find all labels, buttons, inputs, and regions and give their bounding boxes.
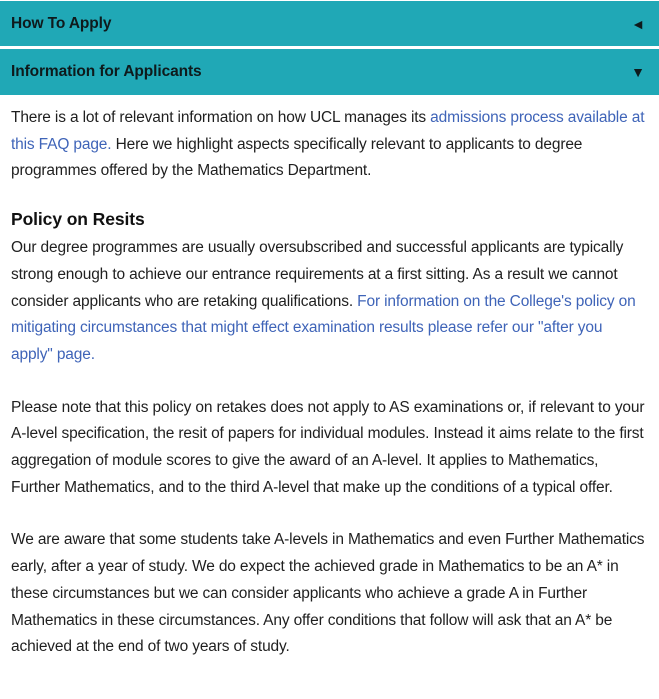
accordion-panel-content <box>0 95 659 661</box>
accordion-how-to-apply[interactable] <box>0 1 659 46</box>
resits-paragraph-3: We are aware that some students take A-levels in Mathematics and even Further Mathematics early, after a year of study. We do expect the achieved grade in Mathematics to be an A* in these circumstances but we can consider applicants who achieve a grade A in Further Mathematics in these circumstances. Any offer conditions that follow will ask that an A* be achieved at the end of two years of study. <box>11 531 645 656</box>
policy-on-resits-heading: Policy on Resits <box>11 209 145 230</box>
accordion-title-information-for-applicants: Information for Applicants <box>11 63 202 80</box>
triangle-left-icon[interactable]: ◄ <box>631 15 645 32</box>
triangle-down-icon[interactable]: ▼ <box>631 64 645 80</box>
intro-paragraph <box>11 105 648 185</box>
intro-text-after: Here we highlight aspects specifically relevant to applicants to degree programmes offered by the Mathematics Department. <box>11 135 583 180</box>
accordion-information-for-applicants[interactable] <box>0 49 659 95</box>
resits-paragraph-1 <box>11 235 648 369</box>
after-you-apply-link[interactable]: For information on the College's policy on mitigating circumstances that might effect examination results please refer our "after you apply" page. <box>11 292 636 363</box>
intro-text-before: There is a lot of relevant information on how UCL manages its <box>11 109 431 126</box>
accordion-title-how-to-apply: How To Apply <box>11 14 112 32</box>
admissions-faq-link[interactable]: admissions process available at this FAQ page. <box>11 109 645 153</box>
resits-p1-text: Our degree programmes are usually oversubscribed and successful applicants are typically strong enough to achieve our entrance requirements at a first sitting. As a result we cannot consider applicants who are retaking qualifications. <box>11 239 624 310</box>
resits-paragraph-2: Please note that this policy on retakes does not apply to AS examinations or, if relevant to your A-level specification, the resit of papers for individual modules. Instead it aims relate to the first aggregation of module scores to give the award of an A-level. It applies to Mathematics, Further Mathematics, and to the third A-level that make up the conditions of a typical offer. <box>11 398 645 496</box>
